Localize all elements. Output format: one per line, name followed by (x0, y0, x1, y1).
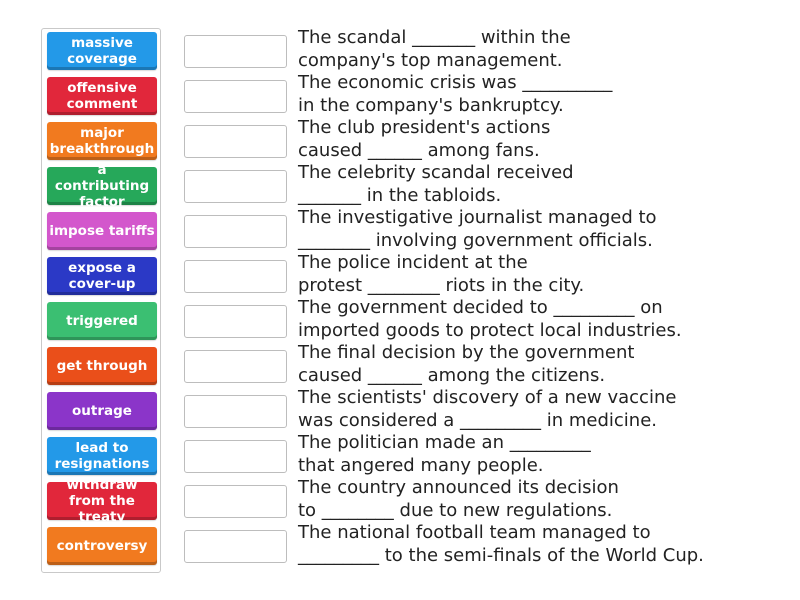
drop-slot[interactable] (184, 440, 287, 473)
sentence-prompt: The national football team managed to _________ to the semi-finals of the World Cup. (298, 522, 704, 566)
drop-slot[interactable] (184, 260, 287, 293)
tile-label: a contributing factor (54, 162, 150, 210)
answer-tile[interactable] (47, 347, 157, 385)
drop-slot[interactable] (184, 35, 287, 68)
sentence-prompt: The country announced its decision to ________ due to new regulations. (298, 477, 619, 521)
drop-slot[interactable] (184, 485, 287, 518)
sentence-prompt: The police incident at the protest ________ riots in the city. (298, 252, 585, 296)
tile-label: impose tariffs (49, 223, 155, 239)
answer-tile[interactable] (47, 527, 157, 565)
drop-slot[interactable] (184, 395, 287, 428)
answer-tiles-panel (41, 28, 161, 573)
drop-slot[interactable] (184, 350, 287, 383)
answer-tile[interactable] (47, 77, 157, 115)
tile-label: controversy (56, 538, 148, 554)
sentence-prompt: The celebrity scandal received _______ in the tabloids. (298, 162, 574, 206)
drop-slot[interactable] (184, 215, 287, 248)
sentence-prompt: The investigative journalist managed to ________ involving government officials. (298, 207, 657, 251)
tile-label: massive coverage (67, 35, 137, 67)
sentence-prompt: The final decision by the government caused ______ among the citizens. (298, 342, 635, 386)
answer-tile[interactable] (47, 257, 157, 295)
drop-slot[interactable] (184, 125, 287, 158)
drop-slot[interactable] (184, 530, 287, 563)
tile-label: withdraw from the treaty (66, 477, 138, 525)
sentence-prompt: The scandal _______ within the company's top management. (298, 27, 571, 71)
answer-tile[interactable] (47, 122, 157, 160)
answer-tile[interactable] (47, 212, 157, 250)
tile-label: offensive comment (66, 80, 138, 112)
tile-label: lead to resignations (54, 440, 150, 472)
tile-label: triggered (66, 313, 138, 329)
tile-label: outrage (72, 403, 132, 419)
tile-label: major breakthrough (49, 125, 155, 157)
drop-slot[interactable] (184, 80, 287, 113)
sentence-prompt: The scientists' discovery of a new vaccine was considered a _________ in medicine. (298, 387, 677, 431)
drop-slot[interactable] (184, 305, 287, 338)
tile-label: expose a cover-up (68, 260, 136, 292)
tile-label: get through (56, 358, 148, 374)
sentence-prompt: The government decided to _________ on imported goods to protect local industries. (298, 297, 682, 341)
sentence-prompt: The club president's actions caused ______ among fans. (298, 117, 551, 161)
answer-tile[interactable] (47, 162, 157, 210)
drop-slot[interactable] (184, 170, 287, 203)
answer-tile[interactable] (47, 32, 157, 70)
sentence-prompt: The politician made an _________ that angered many people. (298, 432, 591, 476)
answer-tile[interactable] (47, 477, 157, 525)
answer-tile[interactable] (47, 302, 157, 340)
answer-tile[interactable] (47, 437, 157, 475)
sentence-prompt: The economic crisis was __________ in the company's bankruptcy. (298, 72, 613, 116)
answer-tile[interactable] (47, 392, 157, 430)
